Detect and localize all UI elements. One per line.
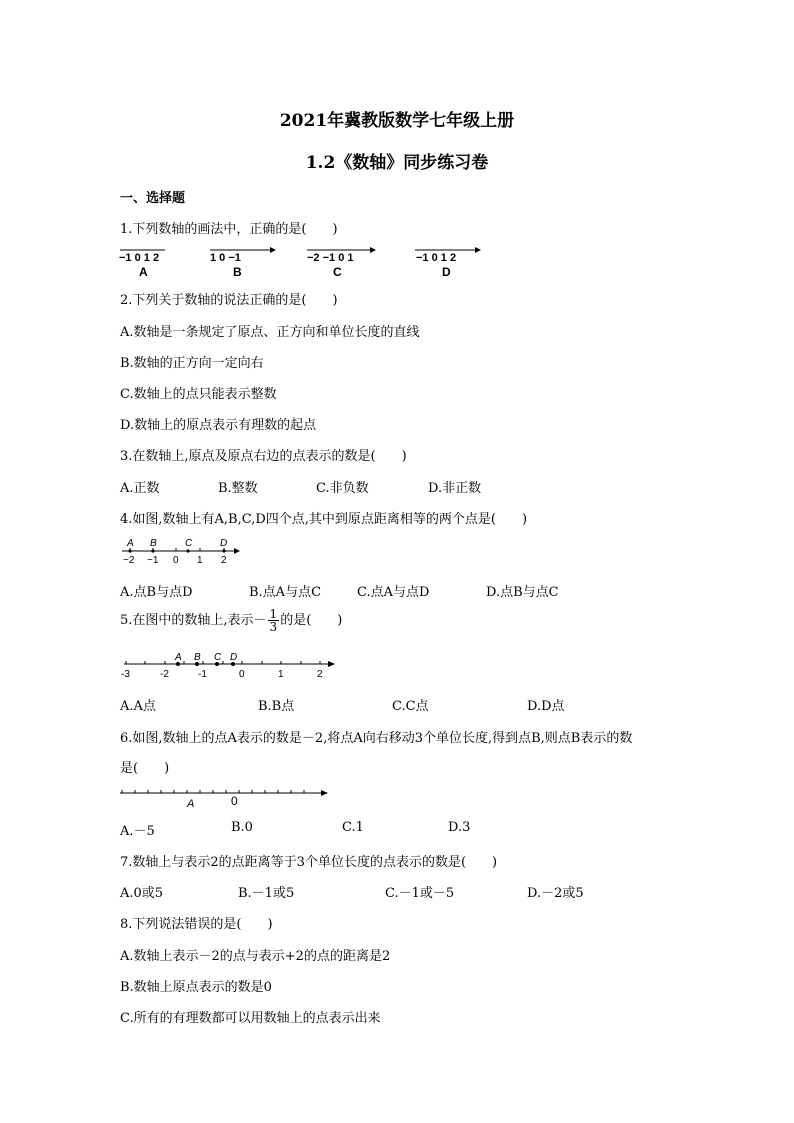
q3-option-c: C.非负数: [316, 481, 369, 496]
question-7-stem: 7.数轴上与表示2的点距离等于3个单位长度的点表示的数是( ): [120, 855, 498, 870]
q5-tick: 0: [239, 669, 245, 680]
question-2-stem: 2.下列关于数轴的说法正确的是( ): [120, 293, 338, 308]
q6-option-a: A.－5: [120, 824, 155, 839]
q5-tick: -1: [198, 669, 207, 680]
q7-option-a: A.0或5: [120, 886, 164, 901]
q6-zero: 0: [231, 794, 238, 808]
q5-point-c: C: [214, 652, 222, 663]
q6-option-d: D.3: [448, 820, 471, 835]
q2-option-c: C.数轴上的点只能表示整数: [120, 387, 277, 402]
q5-option-b: B.B点: [258, 699, 295, 714]
q7-option-d: D.－2或5: [527, 886, 584, 901]
q5-tick: 1: [278, 669, 284, 680]
q5-stem-pre: 5.在图中的数轴上,表示－: [120, 613, 267, 628]
one-third-fraction: [268, 608, 280, 633]
q4-option-a: A.点B与点D: [120, 585, 193, 600]
page-title: 2021年冀教版数学七年级上册: [279, 111, 515, 131]
q5-tick: -2: [160, 669, 169, 680]
q5-option-d: D.D点: [527, 699, 565, 714]
q8-option-b: B.数轴上原点表示的数是0: [120, 980, 272, 995]
q6-point-a: A: [187, 798, 195, 810]
q1-a-label: A: [139, 265, 148, 279]
question-6-number-line: [118, 782, 333, 810]
q5-tick: 2: [317, 669, 323, 680]
question-1-figure: [115, 244, 495, 280]
q4-tick: 0: [173, 555, 179, 566]
question-5-stem: [120, 608, 342, 633]
q5-option-c: C.C点: [392, 699, 429, 714]
q4-point-b: B: [150, 538, 157, 549]
q4-option-d: D.点B与点C: [486, 585, 559, 600]
q5-option-a: A.A点: [120, 699, 156, 714]
q4-tick: −2: [123, 555, 135, 566]
q4-option-b: B.点A与点C: [249, 585, 322, 600]
q4-tick: 2: [221, 555, 227, 566]
q7-option-b: B.－1或5: [238, 886, 295, 901]
q5-stem-post: 的是( ): [280, 613, 343, 628]
question-1-stem: 1.下列数轴的画法中，正确的是( ): [120, 222, 338, 237]
q1-b-label: B: [233, 265, 242, 279]
q3-option-b: B.整数: [218, 481, 258, 496]
question-6-stem-cont: 是( ): [120, 761, 170, 776]
question-6-stem: 6.如图,数轴上的点A表示的数是－2,将点A向右移动3个单位长度,得到点B,则点B表示的数: [120, 731, 633, 746]
q5-point-d: D: [230, 652, 238, 663]
q5-tick: -3: [121, 669, 130, 680]
q8-option-c: C.所有的有理数都可以用数轴上的点表示出来: [120, 1011, 381, 1026]
q4-tick: −1: [147, 555, 159, 566]
q4-option-c: C.点A与点D: [357, 585, 430, 600]
q6-option-c: C.1: [342, 820, 364, 835]
question-3-stem: 3.在数轴上,原点及原点右边的点表示的数是( ): [120, 449, 407, 464]
fraction-numerator: 1: [269, 607, 278, 621]
q1-c-label: C: [333, 265, 342, 279]
q8-option-a: A.数轴上表示－2的点与表示+2的点的距离是2: [120, 949, 391, 964]
q1-d-label: D: [442, 265, 451, 279]
q4-point-a: A: [127, 538, 134, 549]
page-subtitle: 1.2《数轴》同步练习卷: [305, 153, 489, 173]
question-4-stem: 4.如图,数轴上有A,B,C,D四个点,其中到原点距离相等的两个点是( ): [120, 512, 528, 527]
q3-option-a: A.正数: [120, 481, 160, 496]
q4-point-c: C: [185, 538, 193, 549]
section-heading: 一、选择题: [120, 191, 186, 206]
q7-option-c: C.－1或－5: [385, 886, 455, 901]
fraction-denominator: 3: [269, 620, 278, 634]
q4-tick: 1: [197, 555, 203, 566]
q1-b-ticks: 1 0 −1: [210, 252, 241, 264]
q2-option-b: B.数轴的正方向一定向右: [120, 356, 264, 371]
q1-a-ticks: −1 0 1 2: [119, 252, 160, 264]
question-4-number-line: [118, 537, 248, 569]
q1-c-ticks: −2 −1 0 1: [307, 252, 354, 264]
q2-option-a: A.数轴是一条规定了原点、正方向和单位长度的直线: [120, 325, 420, 340]
q1-d-ticks: −1 0 1 2: [416, 252, 457, 264]
q3-option-d: D.非正数: [428, 481, 482, 496]
q5-point-b: B: [194, 652, 201, 663]
question-8-stem: 8.下列说法错误的是( ): [120, 917, 273, 932]
q4-point-d: D: [220, 538, 228, 549]
q6-option-b: B.0: [231, 820, 253, 835]
q2-option-d: D.数轴上的原点表示有理数的起点: [120, 418, 317, 433]
q5-point-a: A: [175, 652, 182, 663]
question-5-number-line: [118, 650, 343, 682]
